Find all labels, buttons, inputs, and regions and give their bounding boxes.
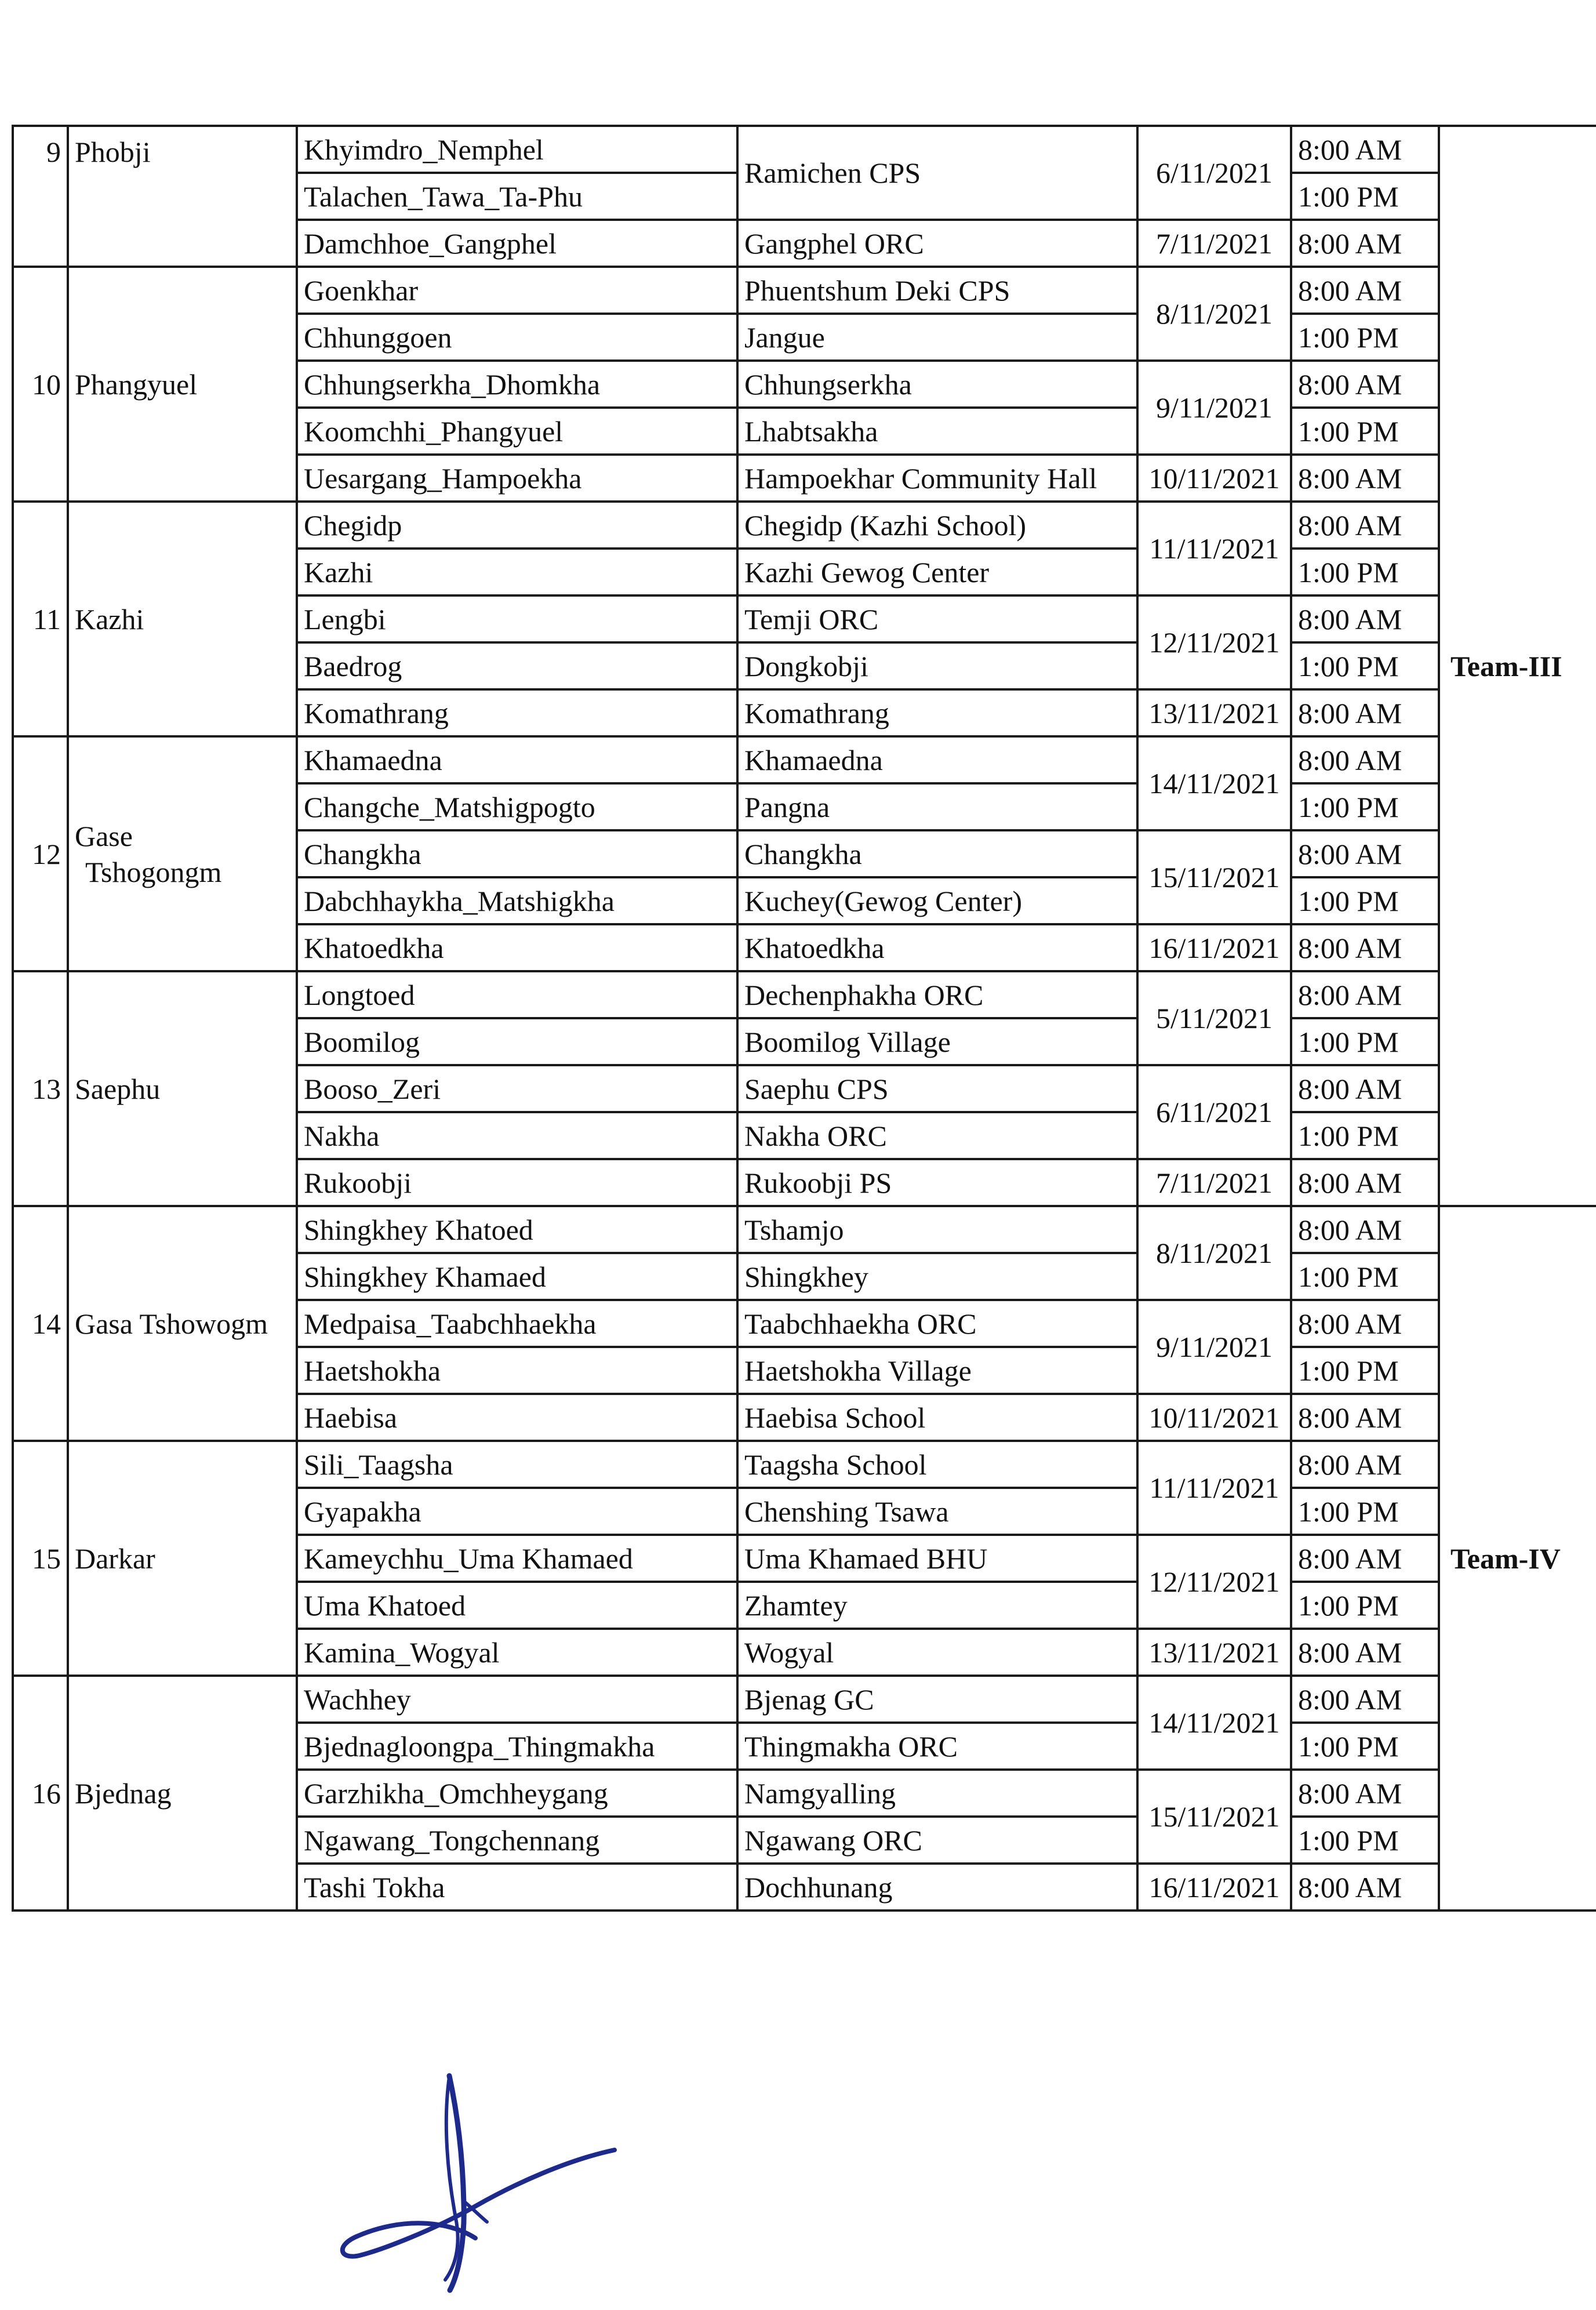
time-cell: 1:00 PM [1291, 408, 1439, 455]
time-cell: 8:00 AM [1291, 1206, 1439, 1253]
signature [325, 2064, 626, 2296]
chiwog-cell: Dabchhaykha_Matshigkha [297, 877, 737, 924]
time-cell: 8:00 AM [1291, 1441, 1439, 1488]
venue-cell: Tshamjo [737, 1206, 1137, 1253]
time-cell: 1:00 PM [1291, 1112, 1439, 1159]
chiwog-cell: Garzhikha_Omchheygang [297, 1770, 737, 1817]
time-cell: 1:00 PM [1291, 1488, 1439, 1535]
venue-cell: Kazhi Gewog Center [737, 549, 1137, 595]
chiwog-cell: Lengbi [297, 595, 737, 642]
time-cell: 1:00 PM [1291, 1018, 1439, 1065]
date-cell: 12/11/2021 [1137, 595, 1291, 689]
chiwog-cell: Shingkhey Khatoed [297, 1206, 737, 1253]
schedule-row [13, 1441, 1596, 1488]
venue-cell: Pangna [737, 783, 1137, 830]
sl-no-cell: 12 [13, 736, 68, 971]
time-cell: 8:00 AM [1291, 830, 1439, 877]
venue-cell: Namgyalling [737, 1770, 1137, 1817]
team-cell: Team-III [1439, 126, 1596, 1206]
time-cell: 8:00 AM [1291, 1159, 1439, 1206]
date-cell: 13/11/2021 [1137, 1629, 1291, 1676]
venue-cell: Uma Khamaed BHU [737, 1535, 1137, 1582]
venue-cell: Saephu CPS [737, 1065, 1137, 1112]
time-cell: 8:00 AM [1291, 267, 1439, 314]
chiwog-cell: Booso_Zeri [297, 1065, 737, 1112]
time-cell: 8:00 AM [1291, 971, 1439, 1018]
date-cell: 11/11/2021 [1137, 1441, 1291, 1535]
schedule-row [13, 502, 1596, 549]
date-cell: 8/11/2021 [1137, 1206, 1291, 1300]
time-cell: 1:00 PM [1291, 173, 1439, 220]
chiwog-cell: Medpaisa_Taabchhaekha [297, 1300, 737, 1347]
venue-cell: Lhabtsakha [737, 408, 1137, 455]
schedule-row [13, 267, 1596, 314]
venue-cell: Khamaedna [737, 736, 1137, 783]
chiwog-cell: Goenkhar [297, 267, 737, 314]
venue-cell: Zhamtey [737, 1582, 1137, 1629]
time-cell: 8:00 AM [1291, 736, 1439, 783]
time-cell: 8:00 AM [1291, 502, 1439, 549]
chiwog-cell: Sili_Taagsha [297, 1441, 737, 1488]
time-cell: 8:00 AM [1291, 455, 1439, 502]
gewog-cell [68, 736, 297, 971]
venue-cell: Temji ORC [737, 595, 1137, 642]
date-cell: 9/11/2021 [1137, 1300, 1291, 1394]
venue-cell: Chegidp (Kazhi School) [737, 502, 1137, 549]
chiwog-cell: Kameychhu_Uma Khamaed [297, 1535, 737, 1582]
venue-cell: Khatoedkha [737, 924, 1137, 971]
venue-cell: Shingkhey [737, 1253, 1137, 1300]
date-cell: 11/11/2021 [1137, 502, 1291, 595]
chiwog-cell: Komathrang [297, 689, 737, 736]
time-cell: 1:00 PM [1291, 1817, 1439, 1864]
date-cell: 12/11/2021 [1137, 1535, 1291, 1629]
time-cell: 8:00 AM [1291, 1394, 1439, 1441]
time-cell: 8:00 AM [1291, 689, 1439, 736]
gewog-cell: Bjednag [68, 1676, 297, 1911]
chiwog-cell: Nakha [297, 1112, 737, 1159]
venue-cell: Taabchhaekha ORC [737, 1300, 1137, 1347]
chiwog-cell: Ngawang_Tongchennang [297, 1817, 737, 1864]
venue-cell: Phuentshum Deki CPS [737, 267, 1137, 314]
chiwog-cell: Haebisa [297, 1394, 737, 1441]
chiwog-cell: Khamaedna [297, 736, 737, 783]
date-cell: 6/11/2021 [1137, 1065, 1291, 1159]
date-cell: 13/11/2021 [1137, 689, 1291, 736]
venue-cell: Komathrang [737, 689, 1137, 736]
chiwog-cell: Rukoobji [297, 1159, 737, 1206]
time-cell: 1:00 PM [1291, 1253, 1439, 1300]
chiwog-cell: Baedrog [297, 642, 737, 689]
time-cell: 8:00 AM [1291, 1300, 1439, 1347]
chiwog-cell: Gyapakha [297, 1488, 737, 1535]
date-cell: 10/11/2021 [1137, 1394, 1291, 1441]
venue-cell: Chhungserkha [737, 361, 1137, 408]
time-cell: 8:00 AM [1291, 595, 1439, 642]
time-cell: 1:00 PM [1291, 549, 1439, 595]
sl-no-cell: 9 [13, 126, 68, 267]
gewog-cell: Phobji [68, 126, 297, 267]
time-cell: 8:00 AM [1291, 1770, 1439, 1817]
chiwog-cell: Chhunggoen [297, 314, 737, 361]
sl-no-cell: 13 [13, 971, 68, 1206]
chiwog-cell: Damchhoe_Gangphel [297, 220, 737, 267]
venue-cell: Boomilog Village [737, 1018, 1137, 1065]
time-cell: 8:00 AM [1291, 1065, 1439, 1112]
schedule-row [13, 1206, 1596, 1253]
time-cell: 8:00 AM [1291, 361, 1439, 408]
date-cell: 14/11/2021 [1137, 736, 1291, 830]
schedule-row [13, 1676, 1596, 1723]
gewog-cell: Gasa Tshowogm [68, 1206, 297, 1441]
chiwog-cell: Khyimdro_Nemphel [297, 126, 737, 173]
date-cell: 7/11/2021 [1137, 1159, 1291, 1206]
date-cell: 15/11/2021 [1137, 830, 1291, 924]
chiwog-cell: Talachen_Tawa_Ta-Phu [297, 173, 737, 220]
time-cell: 8:00 AM [1291, 1864, 1439, 1911]
time-cell: 1:00 PM [1291, 1723, 1439, 1770]
chiwog-cell: Haetshokha [297, 1347, 737, 1394]
sl-no-cell: 15 [13, 1441, 68, 1676]
venue-cell: Wogyal [737, 1629, 1137, 1676]
date-cell: 16/11/2021 [1137, 1864, 1291, 1911]
chiwog-cell: Chegidp [297, 502, 737, 549]
gewog-cell: Phangyuel [68, 267, 297, 502]
venue-cell: Changkha [737, 830, 1137, 877]
sl-no-cell: 10 [13, 267, 68, 502]
venue-cell: Chenshing Tsawa [737, 1488, 1137, 1535]
chiwog-cell: Chhungserkha_Dhomkha [297, 361, 737, 408]
time-cell: 8:00 AM [1291, 924, 1439, 971]
venue-cell: Gangphel ORC [737, 220, 1137, 267]
chiwog-cell: Kamina_Wogyal [297, 1629, 737, 1676]
venue-cell: Taagsha School [737, 1441, 1137, 1488]
time-cell: 1:00 PM [1291, 642, 1439, 689]
date-cell: 9/11/2021 [1137, 361, 1291, 455]
venue-cell: Thingmakha ORC [737, 1723, 1137, 1770]
chiwog-cell: Boomilog [297, 1018, 737, 1065]
schedule-row [13, 126, 1596, 173]
sl-no-cell: 16 [13, 1676, 68, 1911]
chiwog-cell: Uma Khatoed [297, 1582, 737, 1629]
date-cell: 16/11/2021 [1137, 924, 1291, 971]
schedule-row [13, 736, 1596, 783]
chiwog-cell: Koomchhi_Phangyuel [297, 408, 737, 455]
chiwog-cell: Changkha [297, 830, 737, 877]
time-cell: 1:00 PM [1291, 877, 1439, 924]
venue-cell: Haetshokha Village [737, 1347, 1137, 1394]
gewog-cell: Saephu [68, 971, 297, 1206]
chiwog-cell: Kazhi [297, 549, 737, 595]
venue-cell: Dongkobji [737, 642, 1137, 689]
date-cell: 15/11/2021 [1137, 1770, 1291, 1864]
schedule-row [13, 971, 1596, 1018]
time-cell: 1:00 PM [1291, 1582, 1439, 1629]
date-cell: 6/11/2021 [1137, 126, 1291, 220]
time-cell: 1:00 PM [1291, 783, 1439, 830]
chiwog-cell: Shingkhey Khamaed [297, 1253, 737, 1300]
chiwog-cell: Tashi Tokha [297, 1864, 737, 1911]
date-cell: 7/11/2021 [1137, 220, 1291, 267]
chiwog-cell: Bjednagloongpa_Thingmakha [297, 1723, 737, 1770]
sl-no-cell: 11 [13, 502, 68, 736]
chiwog-cell: Longtoed [297, 971, 737, 1018]
schedule-table [12, 125, 1596, 1912]
time-cell: 1:00 PM [1291, 1347, 1439, 1394]
gewog-cell: Kazhi [68, 502, 297, 736]
gewog-line-2: Tshogongm [85, 855, 222, 888]
chiwog-cell: Changche_Matshigpogto [297, 783, 737, 830]
time-cell: 8:00 AM [1291, 126, 1439, 173]
sl-no-cell: 14 [13, 1206, 68, 1441]
date-cell: 10/11/2021 [1137, 455, 1291, 502]
date-cell: 5/11/2021 [1137, 971, 1291, 1065]
venue-cell: Haebisa School [737, 1394, 1137, 1441]
venue-cell: Nakha ORC [737, 1112, 1137, 1159]
time-cell: 8:00 AM [1291, 1535, 1439, 1582]
chiwog-cell: Wachhey [297, 1676, 737, 1723]
time-cell: 8:00 AM [1291, 1629, 1439, 1676]
venue-cell: Bjenag GC [737, 1676, 1137, 1723]
time-cell: 8:00 AM [1291, 1676, 1439, 1723]
venue-cell: Jangue [737, 314, 1137, 361]
date-cell: 8/11/2021 [1137, 267, 1291, 361]
venue-cell: Kuchey(Gewog Center) [737, 877, 1137, 924]
venue-cell: Ramichen CPS [737, 126, 1137, 220]
chiwog-cell: Uesargang_Hampoekha [297, 455, 737, 502]
time-cell: 8:00 AM [1291, 220, 1439, 267]
venue-cell: Rukoobji PS [737, 1159, 1137, 1206]
date-cell: 14/11/2021 [1137, 1676, 1291, 1770]
gewog-cell: Darkar [68, 1441, 297, 1676]
venue-cell: Dochhunang [737, 1864, 1137, 1911]
chiwog-cell: Khatoedkha [297, 924, 737, 971]
gewog-line-1: Gase [75, 819, 133, 852]
venue-cell: Hampoekhar Community Hall [737, 455, 1137, 502]
venue-cell: Ngawang ORC [737, 1817, 1137, 1864]
time-cell: 1:00 PM [1291, 314, 1439, 361]
team-cell: Team-IV [1439, 1206, 1596, 1911]
venue-cell: Dechenphakha ORC [737, 971, 1137, 1018]
